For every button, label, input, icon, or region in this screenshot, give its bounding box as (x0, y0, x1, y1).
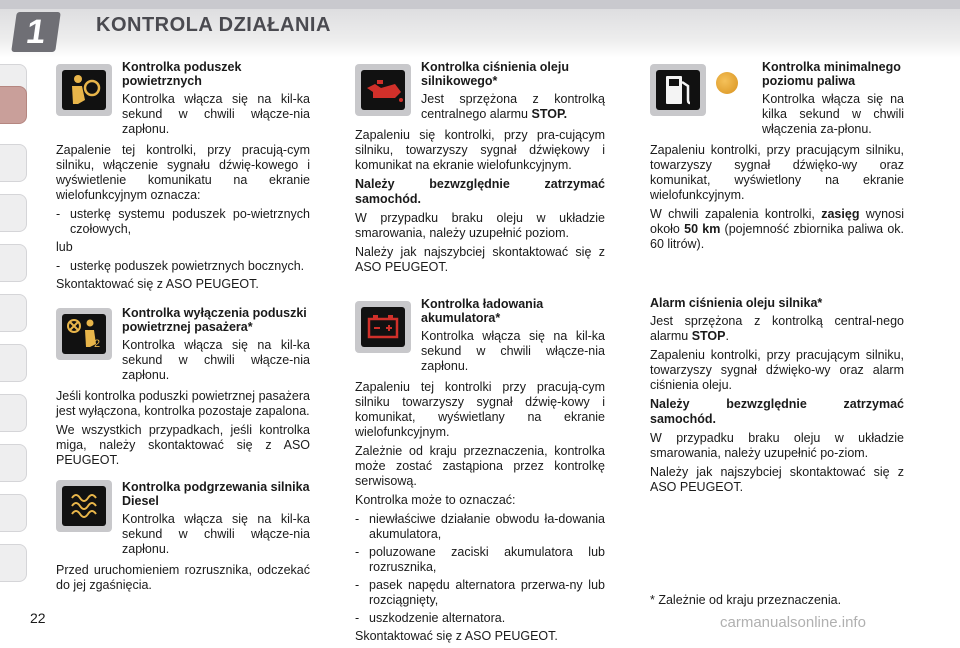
oil-alarm-warning: Należy bezwzględnie zatrzymać samochód. (650, 397, 904, 426)
chapter-tabs (0, 64, 30, 584)
battery-lead: Kontrolka włącza się na kil-ka sekund w chwili włącze-nia zapłonu. (421, 329, 605, 373)
battery-text-2: Zależnie od kraju przeznaczenia, kontrolka może zostać zastąpiona przez kontrolkę serwisową. (355, 444, 605, 488)
page-number: 22 (30, 610, 46, 626)
oil-pressure-section (355, 60, 605, 275)
oil-pressure-contact: Należy jak najszybciej skontaktować się z ASO PEUGEOT. (355, 245, 605, 274)
oil-alarm-text-2: Zapaleniu kontrolki, przy pracującym silniku, towarzyszy sygnał dźwięko-wy oraz alarm ciśnienia oleju. (650, 348, 904, 392)
page-title: KONTROLA DZIAŁANIA (96, 14, 331, 36)
battery-text-3: Kontrolka może to oznaczać: (355, 493, 516, 507)
list-item: - niewłaściwe działanie obwodu ła-dowania akumulatora, (355, 512, 605, 541)
chapter-tab (0, 494, 27, 532)
fuel-pump-icon (650, 64, 706, 116)
oil-pressure-warning: Należy bezwzględnie zatrzymać samochód. (355, 177, 605, 206)
chapter-tab-active (0, 86, 27, 124)
glow-plug-lead: Kontrolka włącza się na kil-ka sekund w chwili włącze-nia zapłonu. (122, 512, 310, 556)
oil-alarm-section (650, 296, 904, 495)
chapter-tab (0, 244, 27, 282)
oil-pressure-text: Zapaleniu się kontrolki, przy pra-cującym silniku, towarzyszy sygnał dźwiękowy i komunikat na ekranie wielofunkcyjnym. (355, 128, 605, 172)
oil-alarm-text: Jest sprzężona z kontrolką central-nego alarmu STOP. (650, 314, 904, 343)
oil-alarm-contact: Należy jak najszybciej skontaktować się z ASO PEUGEOT. (650, 465, 904, 494)
fuel-level-text: Zapaleniu kontrolki, przy pracującym silniku, towarzyszy sygnał dźwięko-wy oraz komunikat, wyświetlony na ekranie wielofunkcyjnym. (650, 143, 904, 202)
oil-pressure-title: Kontrolka ciśnienia oleju silnikowego* (421, 60, 569, 88)
battery-section (355, 297, 605, 644)
passenger-airbag-off-icon (56, 308, 112, 360)
airbag-section (56, 60, 310, 292)
list-item: - usterkę poduszek powietrznych bocznych. (56, 259, 305, 273)
fuel-level-lead: Kontrolka włącza się na kilka sekund w chwili włączenia za-płonu. (762, 92, 904, 136)
glow-plug-icon (56, 480, 112, 532)
battery-title: Kontrolka ładowania akumulatora* (421, 297, 544, 325)
chapter-tab (0, 344, 27, 382)
oil-can-icon (355, 64, 411, 116)
chapter-number: 1 (11, 12, 61, 52)
page-header (0, 0, 960, 58)
chapter-tab (0, 194, 27, 232)
oil-alarm-text-3: W przypadku braku oleju w układzie smarowania, należy uzupełnić po-ziom. (650, 431, 904, 460)
oil-pressure-text-2: W przypadku braku oleju w układzie smarowania, należy uzupełnić poziom. (355, 211, 605, 240)
passenger-airbag-text: Jeśli kontrolka poduszki powietrznej pasażera jest wyłączona, kontrolka pozostaje zapalona. (56, 389, 310, 418)
chapter-tab (0, 444, 27, 482)
airbag-title: Kontrolka poduszek powietrznych (122, 60, 242, 88)
fuel-level-title: Kontrolka minimalnego poziomu paliwa (762, 60, 901, 88)
chapter-tab (0, 294, 27, 332)
column-middle (355, 60, 605, 648)
airbag-lead: Kontrolka włącza się na kil-ka sekund w chwili włącze-nia zapłonu. (122, 92, 310, 136)
oil-alarm-title: Alarm ciśnienia oleju silnika* (650, 296, 823, 310)
airbag-text: Zapalenie tej kontrolki, przy pracują-cym silniku, włączenie sygnału dźwię-kowego i wyświetlenie komunikatu na ekranie wielofunkcyjnym oznacza: (56, 143, 310, 202)
chapter-tab (0, 544, 27, 582)
footnote: * Zależnie od kraju przeznaczenia. (650, 593, 842, 607)
list-item: - usterkę systemu poduszek po-wietrznych czołowych, (56, 207, 310, 236)
passenger-airbag-lead: Kontrolka włącza się na kil-ka sekund w chwili włącze-nia zapłonu. (122, 338, 310, 382)
list-item: - pasek napędu alternatora przerwa-ny lub rozciągnięty, (355, 578, 605, 607)
passenger-airbag-title: Kontrolka wyłączenia poduszki powietrznej pasażera* (122, 306, 307, 334)
column-left (56, 60, 310, 597)
fuel-level-section (650, 60, 904, 252)
airbag-icon (56, 64, 112, 116)
battery-icon (355, 301, 411, 353)
header-stripe (0, 0, 960, 9)
chapter-tab (0, 144, 27, 182)
fuel-level-range: W chwili zapalenia kontrolki, zasięg wynosi około 50 km (pojemność zbiornika paliwa ok. 60 litrów). (650, 207, 904, 251)
svg-text:2: 2 (94, 338, 101, 350)
passenger-airbag-text-2: We wszystkich przypadkach, jeśli kontrolka miga, należy skontaktować się z ASO PEUGEOT. (56, 423, 310, 467)
warning-dot-icon (716, 72, 738, 94)
glow-plug-section (56, 480, 310, 593)
chapter-tab (0, 394, 27, 432)
watermark: carmanualsonline.info (720, 614, 866, 631)
list-item: - uszkodzenie alternatora. (355, 611, 506, 625)
airbag-contact: Skontaktować się z ASO PEUGEOT. (56, 277, 259, 291)
battery-contact: Skontaktować się z ASO PEUGEOT. (355, 629, 558, 643)
list-item: - poluzowane zaciski akumulatora lub rozrusznika, (355, 545, 605, 574)
oil-pressure-lead: Jest sprzężona z kontrolką centralnego alarmu STOP. (421, 92, 605, 121)
glow-plug-title: Kontrolka podgrzewania silnika Diesel (122, 480, 310, 508)
passenger-airbag-section (56, 306, 310, 468)
column-right (650, 60, 904, 499)
glow-plug-text: Przed uruchomieniem rozrusznika, odczekać do jej zgaśnięcia. (56, 563, 310, 592)
airbag-or: lub (56, 240, 73, 254)
battery-text: Zapaleniu tej kontrolki przy pracują-cym silniku towarzyszy sygnał dźwię-kowy i komunikat, wyświetlany na ekranie wielofunkcyjnym. (355, 380, 605, 439)
